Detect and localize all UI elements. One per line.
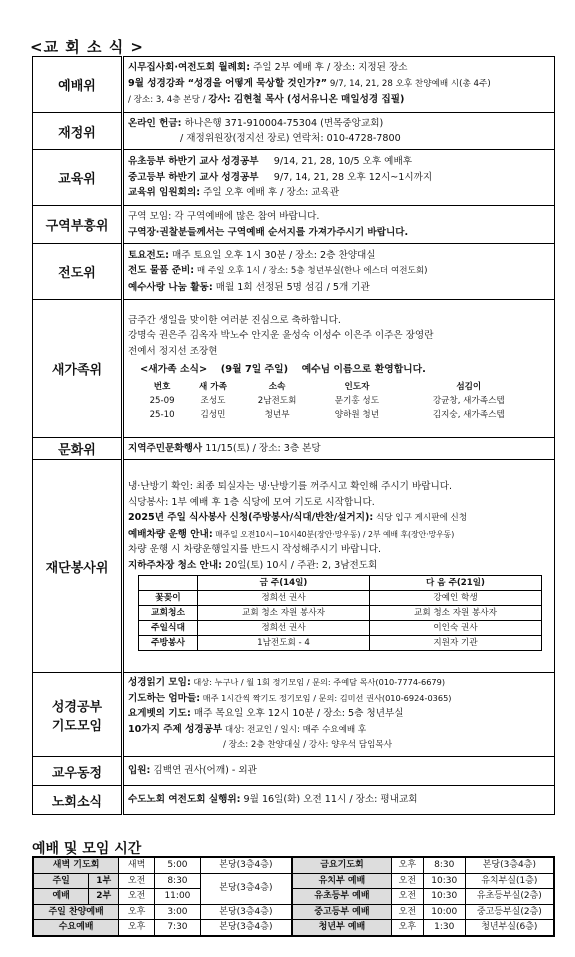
newfamily-line-2: 강명숙 권은주 김옥자 박노수 안지운 윤성숙 이성수 이은주 이주은 장영란 xyxy=(128,330,434,341)
service-line-2: 식당봉사: 1부 예배 후 1층 식당에 모여 기도로 시작합니다. xyxy=(128,496,375,508)
label-district: 구역부흥위 xyxy=(33,206,123,244)
prayer-line-1: 성경읽기 모임: 대상: 누구나 / 월 1회 정기모임 / 문의: 주예담 목사(010-7774-6679) xyxy=(128,677,446,689)
row-evangelism xyxy=(33,244,555,300)
education-line-1: 유초등부 하반기 교사 성경공부 9/14, 21, 28, 10/5 오후 예배후 xyxy=(128,156,412,168)
service-line-4: 예배차량 운행 안내: 매주일 오전10시~10시40분(장안·망우동) / 2부 예배 후(장안·망우동) xyxy=(128,528,455,540)
page-title: <교 회 소 식 > xyxy=(30,38,144,56)
schedule-table xyxy=(32,856,555,937)
prayer-line-5: / 장소: 2층 찬양대실 / 강사: 양우석 담임목사 xyxy=(223,740,392,751)
church-news-table xyxy=(32,56,555,815)
presbytery-line-1: 수도노회 여전도회 실행위: 9월 16일(화) 오전 11시 / 장소: 평내교회 xyxy=(128,794,418,806)
row-condolence xyxy=(33,757,555,786)
label-worship: 예배위 xyxy=(33,57,123,113)
schedule-row: 새벽 기도회 새벽 5:00 본당(3층4층) 금요기도회 오후 8:30 본당(3층4층) xyxy=(33,857,554,873)
service-line-1: 냉·난방기 확인: 최종 퇴실자는 냉·난방기를 꺼주시고 확인해 주시기 바랍니다. xyxy=(128,481,453,492)
table-row: 25-09 조성도 2남전도회 문기홍 성도 강균창, 새가족스텝 xyxy=(149,395,505,406)
finance-line-1: 온라인 헌금: 하나은행 371-910004-75304 (면목중앙교회) xyxy=(128,117,384,129)
label-presbytery: 노회소식 xyxy=(33,786,123,815)
row-newfamily xyxy=(33,300,555,438)
service-line-3: 2025년 주일 식사봉사 신청(주방봉사/식대/반찬/설거지): 식당 입구 게시판에 신청 xyxy=(128,512,468,523)
row-prayer xyxy=(33,673,555,757)
service-line-6: 지하주차장 청소 안내: 20일(토) 10시 / 주관: 2, 3남전도회 xyxy=(128,559,378,571)
newfamily-notice: <새가족 소식> (9월 7일 주일) 예수님 이름으로 환영합니다. xyxy=(140,364,426,375)
education-line-2: 중고등부 하반기 교사 성경공부 9/7, 14, 21, 28 오후 12시~1시까지 xyxy=(128,171,433,183)
row-culture xyxy=(33,438,555,460)
label-culture: 문화위 xyxy=(33,438,123,460)
label-newfamily: 새가족위 xyxy=(33,300,123,438)
label-finance: 재정위 xyxy=(33,113,123,150)
row-service xyxy=(33,460,555,673)
prayer-line-3: 요게벳의 기도: 매주 목요일 오후 12시 10분 / 장소: 5층 청년부실 xyxy=(128,708,404,720)
education-line-3: 교육위 임원회의: 주일 오후 예배 후 / 장소: 교육관 xyxy=(128,187,340,199)
evangelism-line-3: 예수사랑 나눔 활동: 매월 1회 선정된 5명 섬김 / 5개 기관 xyxy=(128,281,370,293)
duty-header-row: 금 주(14일) 다 음 주(21일) xyxy=(139,576,542,591)
row-finance xyxy=(33,113,555,150)
row-district xyxy=(33,206,555,244)
label-prayer: 성경공부 기도모임 xyxy=(33,673,123,757)
worship-line-1: 시무집사회·여전도회 월례회: 주일 2부 예배 후 / 장소: 지정된 장소 xyxy=(128,62,408,74)
evangelism-line-1: 토요전도: 매주 토요일 오후 1시 30분 / 장소: 2층 찬양대실 xyxy=(128,249,376,261)
culture-line-1: 지역주민문화행사 11/15(토) / 장소: 3층 본당 xyxy=(128,442,321,454)
service-duty-table xyxy=(138,575,542,651)
schedule-title: 예배 및 모임 시간 xyxy=(32,841,142,857)
newfamily-table xyxy=(138,380,538,422)
prayer-line-4: 10가지 주제 성경공부 대상: 전교인 / 일시: 매주 수요예배 후 xyxy=(128,723,367,735)
service-line-5: 차량 운행 시 차량운행일지를 반드시 작성해주시기 바랍니다. xyxy=(128,544,382,555)
label-condolence: 교우동정 xyxy=(33,757,123,786)
table-row: 주일식대 정희선 권사 이인숙 권사 xyxy=(139,621,542,636)
table-row: 주방봉사 1남전도회 - 4 지원자 기관 xyxy=(139,636,542,651)
label-education: 교육위 xyxy=(33,150,123,206)
row-presbytery xyxy=(33,786,555,815)
condolence-line-1: 입원: 김백연 권사(어깨) - 외관 xyxy=(128,765,257,777)
prayer-line-2: 기도하는 엄마들: 매주 1시간씩 짝기도 정기모임 / 문의: 김미선 권사(010-6924-0365) xyxy=(128,692,452,704)
schedule-row: 수요예배 오후 7:30 본당(3층4층) 청년부 예배 오후 1:30 청년부실(6층) xyxy=(33,920,554,936)
row-worship xyxy=(33,57,555,113)
district-line-1: 구역 모임: 각 구역예배에 많은 참여 바랍니다. xyxy=(128,211,320,222)
label-service: 재단봉사위 xyxy=(33,460,123,673)
district-line-2: 구역장·권찰분들께서는 구역예배 순서지를 가져가주시기 바랍니다. xyxy=(128,226,409,238)
schedule-row: 주일 1부 오전 8:30 본당(3층4층) 유치부 예배 오전 10:30 유치부실(1층) xyxy=(33,873,554,889)
newfamily-header-row: 번호 새 가족 소속 인도자 섬김이 xyxy=(153,381,482,392)
worship-line-2: 9월 성경강좌 “성경을 어떻게 묵상할 것인가?” 9/7, 14, 21, 28 오후 찬양예배 시(총 4주) xyxy=(128,77,491,89)
evangelism-line-2: 전도 물품 준비: 매 주일 오후 1시 / 장소: 5층 청년부실(한나 에스더 여전도회) xyxy=(128,265,428,277)
worship-line-3: / 장소: 3, 4층 본당 / 강사: 김현철 목사 (성서유니온 매일성경 집필) xyxy=(128,94,405,106)
schedule-row: 주일 찬양예배 오후 3:00 본당(3층4층) 중고등부 예배 오전 10:00 중고등부실(2층) xyxy=(33,904,554,920)
table-row: 교회청소 교회 청소 자원 봉사자 교회 청소 자원 봉사자 xyxy=(139,606,542,621)
newfamily-line-1: 금주간 생일을 맞이한 여러분 진심으로 축하합니다. xyxy=(128,314,341,326)
label-evangelism: 전도위 xyxy=(33,244,123,300)
finance-line-2: / 재정위원장(정지선 장로) 연락처: 010-4728-7800 xyxy=(180,133,401,144)
table-row: 꽃꽂이 정희선 권사 강예인 학생 xyxy=(139,591,542,606)
schedule-row: 예배 2부 오전 11:00 유초등부 예배 오전 10:30 유초등부실(2층) xyxy=(33,889,554,905)
newfamily-line-3: 전예서 정지선 조장현 xyxy=(128,345,218,357)
row-education xyxy=(33,150,555,206)
table-row: 25-10 김성민 청년부 양하원 청년 김지숭, 새가족스텝 xyxy=(149,409,505,420)
